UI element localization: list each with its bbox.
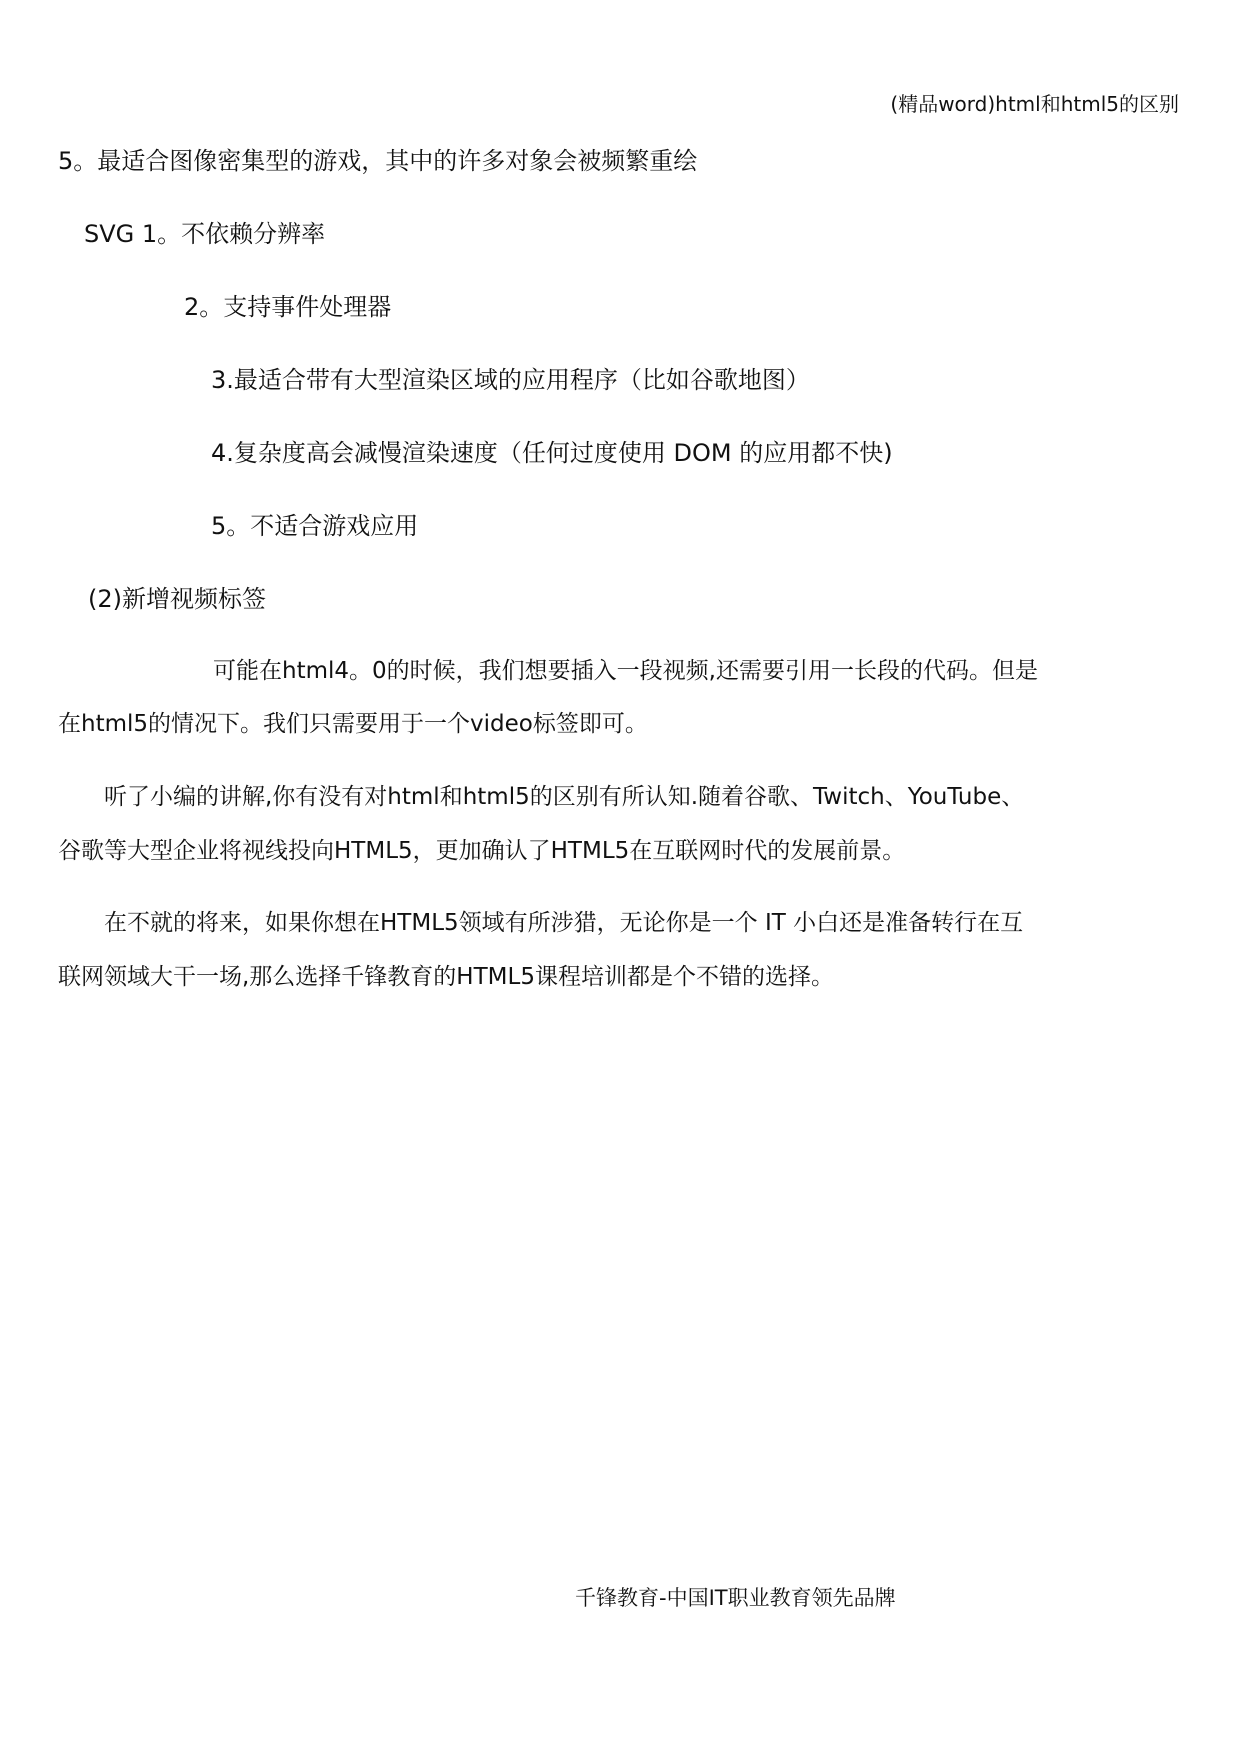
summary-line-2: 谷歌等大型企业将视线投向HTML5，更加确认了HTML5在互联网时代的发展前景。 (58, 838, 906, 864)
closing-line-2: 联网领域大干一场,那么选择千锋教育的HTML5课程培训都是个不错的选择。 (58, 964, 834, 990)
video-paragraph-line-2: 在html5的情况下。我们只需要用于一个video标签即可。 (58, 711, 648, 737)
video-paragraph-line-1: 可能在html4。0的时候，我们想要插入一段视频,还需要引用一长段的代码。但是 (213, 658, 1038, 684)
video-heading: (2)新增视频标签 (88, 585, 266, 613)
closing-line-1: 在不就的将来，如果你想在HTML5领域有所涉猎，无论你是一个 IT 小白还是准备转行在互 (104, 910, 1024, 936)
page-header: (精品word)html和html5的区别 (890, 92, 1179, 116)
canvas-point-5: 5。最适合图像密集型的游戏，其中的许多对象会被频繁重绘 (58, 147, 698, 175)
summary-line-1: 听了小编的讲解,你有没有对html和html5的区别有所认知.随着谷歌、Twitch、YouTube、 (104, 784, 1025, 810)
page-footer: 千锋教育-中国IT职业教育领先品牌 (575, 1586, 896, 1610)
